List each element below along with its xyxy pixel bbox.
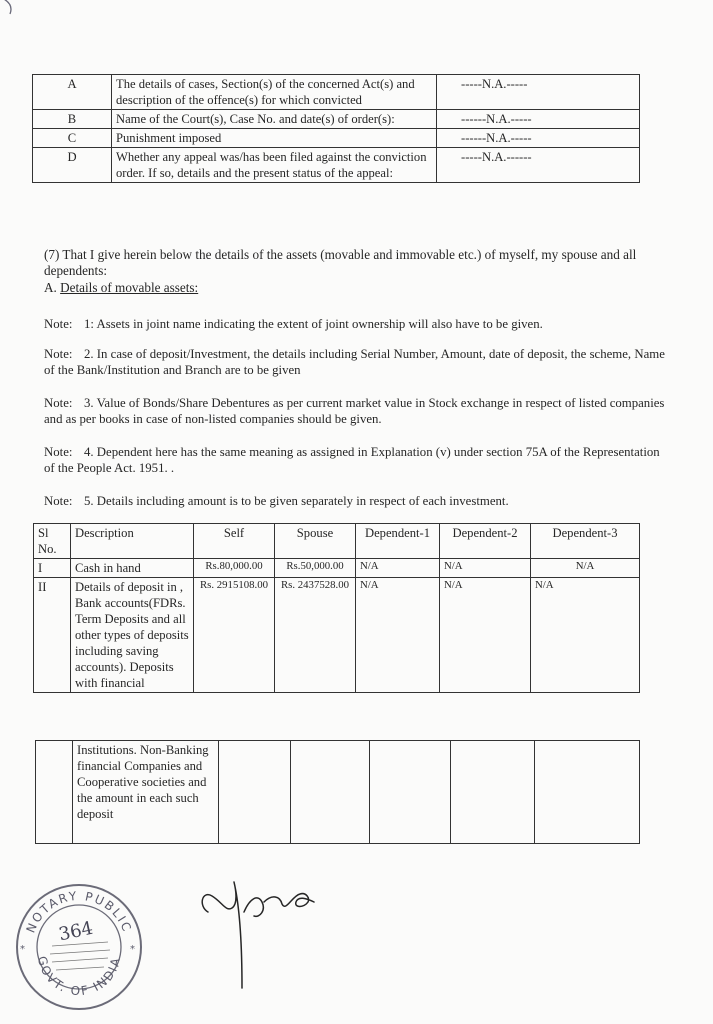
cell-self xyxy=(219,741,291,844)
row-question: Punishment imposed xyxy=(112,129,437,148)
note-text: 1: Assets in joint name indicating the extent of joint ownership will also have to be given. xyxy=(84,317,543,331)
cell-spouse: Rs.50,000.00 xyxy=(275,559,356,578)
table-header-row xyxy=(34,524,640,559)
row-letter: D xyxy=(33,148,112,183)
cell-dependent-1: N/A xyxy=(356,559,440,578)
row-question: Name of the Court(s), Case No. and date(s) of order(s): xyxy=(112,110,437,129)
cell-sl xyxy=(36,741,73,844)
svg-text:NOTARY PUBLIC: NOTARY PUBLIC xyxy=(23,888,135,935)
continuation-table xyxy=(35,740,640,844)
svg-text:364: 364 xyxy=(56,917,95,946)
cell-description: Details of deposit in , Bank accounts(FDRs. Term Deposits and all other types of deposits including saving accounts). Deposits with financial xyxy=(71,578,194,693)
header-dependent-2: Dependent-2 xyxy=(440,524,531,559)
note-3 xyxy=(44,395,674,427)
section-7-intro: (7) That I give herein below the details of the assets (movable and immovable etc.) of myself, my spouse and all dependents: xyxy=(44,247,637,278)
row-answer: ------N.A.----- xyxy=(437,129,640,148)
corner-ink-mark xyxy=(0,0,22,22)
conviction-details-table xyxy=(32,74,640,183)
cell-dependent-2: N/A xyxy=(440,559,531,578)
cell-dependent-1: N/A xyxy=(356,578,440,693)
cell-spouse: Rs. 2437528.00 xyxy=(275,578,356,693)
cell-spouse xyxy=(291,741,370,844)
cell-dependent-3: N/A xyxy=(531,559,640,578)
cell-sl: II xyxy=(34,578,71,693)
row-question: Whether any appeal was/has been filed against the conviction order. If so, details and the present status of the appeal: xyxy=(112,148,437,183)
cell-dependent-3 xyxy=(535,741,640,844)
row-answer: -----N.A.----- xyxy=(437,75,640,110)
cell-self: Rs.80,000.00 xyxy=(194,559,275,578)
subheading-text: Details of movable assets: xyxy=(60,280,199,295)
header-description: Description xyxy=(71,524,194,559)
table-row xyxy=(34,559,640,578)
note-label: Note: xyxy=(44,396,73,410)
cell-dependent-3: N/A xyxy=(531,578,640,693)
cell-sl: I xyxy=(34,559,71,578)
note-label: Note: xyxy=(44,445,73,459)
header-sl: Sl No. xyxy=(34,524,71,559)
cell-dependent-2 xyxy=(451,741,535,844)
notary-stamp xyxy=(12,880,146,1014)
section-7-subheading xyxy=(44,280,198,296)
header-dependent-1: Dependent-1 xyxy=(356,524,440,559)
row-answer: ------N.A.----- xyxy=(437,110,640,129)
note-label: Note: xyxy=(44,494,73,508)
header-spouse: Spouse xyxy=(275,524,356,559)
cell-description: Cash in hand xyxy=(71,559,194,578)
row-answer: -----N.A.------ xyxy=(437,148,640,183)
note-text: 2. In case of deposit/Investment, the details including Serial Number, Amount, date of deposit, the scheme, Name of the Bank/Institution and Branch are to be given xyxy=(44,347,665,377)
cell-description: Institutions. Non-Banking financial Companies and Cooperative societies and the amount in each such deposit xyxy=(73,741,219,844)
table-row xyxy=(34,578,640,693)
cell-self: Rs. 2915108.00 xyxy=(194,578,275,693)
table-row xyxy=(36,741,640,844)
note-4 xyxy=(44,444,664,476)
note-text: 3. Value of Bonds/Share Debentures as per current market value in Stock exchange in respect of listed companies and as per books in case of non-listed companies should be given. xyxy=(44,396,665,426)
note-1 xyxy=(44,316,674,332)
table-row xyxy=(33,129,640,148)
row-question: The details of cases, Section(s) of the concerned Act(s) and description of the offence(s) for which convicted xyxy=(112,75,437,110)
movable-assets-table xyxy=(33,523,640,693)
note-label: Note: xyxy=(44,347,73,361)
svg-text:*: * xyxy=(20,944,25,955)
note-text: 5. Details including amount is to be given separately in respect of each investment. xyxy=(84,494,509,508)
cell-dependent-1 xyxy=(370,741,451,844)
row-letter: A xyxy=(33,75,112,110)
table-row xyxy=(33,75,640,110)
signature xyxy=(196,868,326,998)
cell-dependent-2: N/A xyxy=(440,578,531,693)
note-2 xyxy=(44,346,674,378)
subheading-prefix: A. xyxy=(44,280,61,295)
row-letter: B xyxy=(33,110,112,129)
table-row xyxy=(33,148,640,183)
header-dependent-3: Dependent-3 xyxy=(531,524,640,559)
note-text: 4. Dependent here has the same meaning as assigned in Explanation (v) under section 75A of the Representation of the People Act. 1951. . xyxy=(44,445,660,475)
table-row xyxy=(33,110,640,129)
svg-text:GOVT. OF INDIA: GOVT. OF INDIA xyxy=(34,954,124,999)
row-letter: C xyxy=(33,129,112,148)
note-5 xyxy=(44,493,674,509)
header-self: Self xyxy=(194,524,275,559)
note-label: Note: xyxy=(44,317,73,331)
svg-text:*: * xyxy=(130,944,135,955)
